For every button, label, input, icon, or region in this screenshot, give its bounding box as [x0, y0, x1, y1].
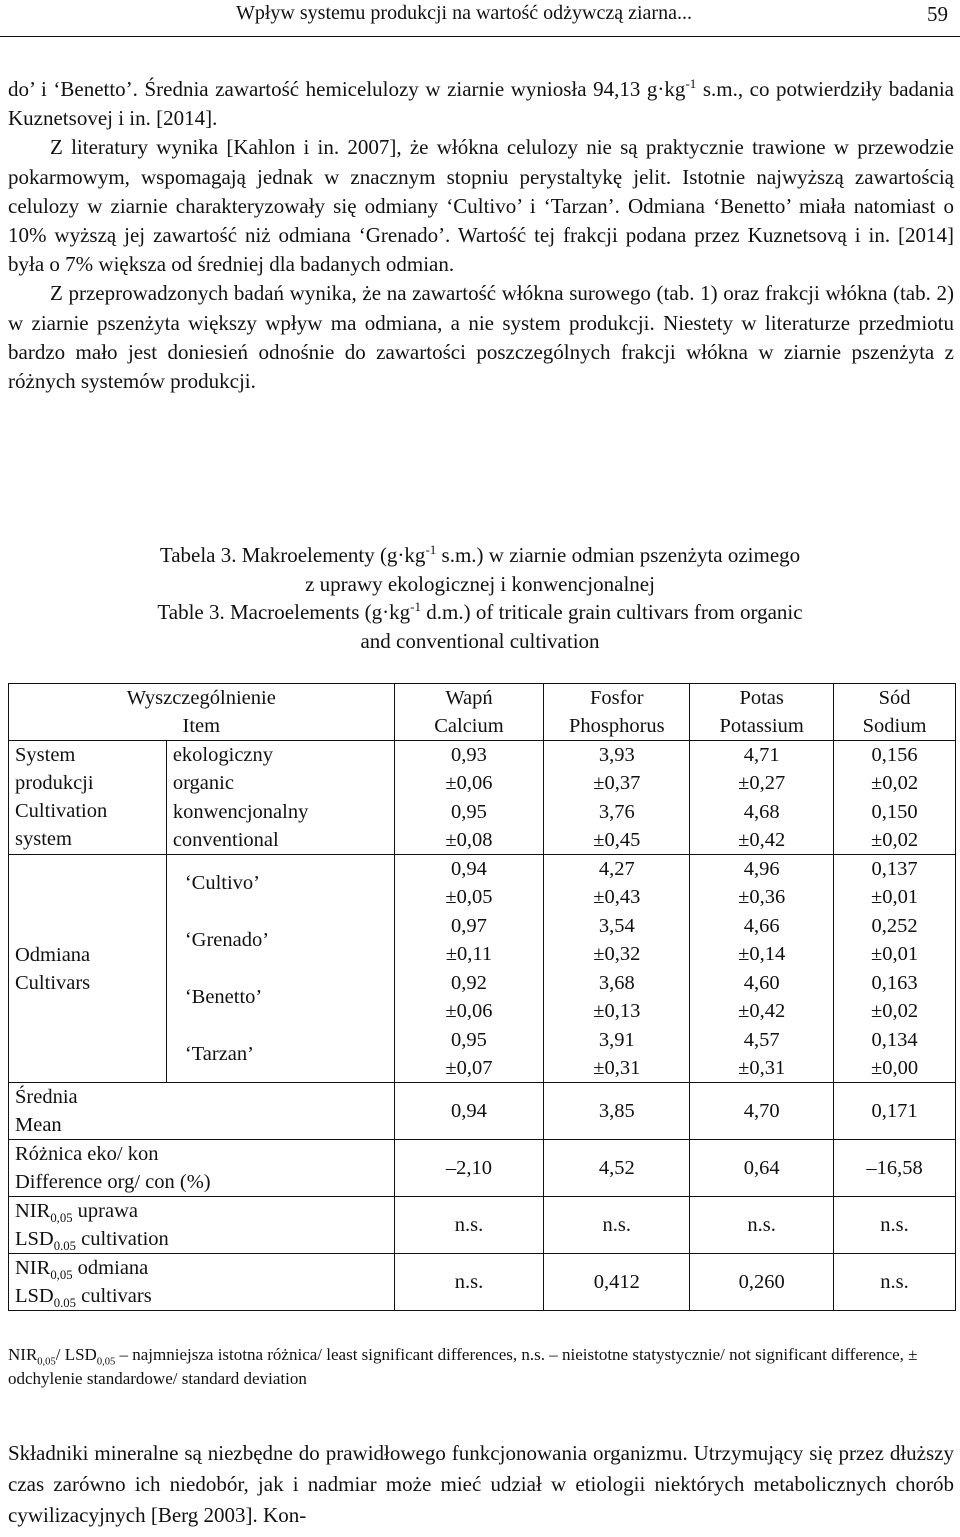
table-cell: 0,92 ±0,06 [394, 969, 544, 1026]
table-cell: 4,52 [544, 1140, 690, 1197]
table-cell: 0,171 [834, 1083, 956, 1140]
header-item: Wyszczególnienie Item [126, 687, 276, 737]
table-cell: 3,91 ±0,31 [544, 1026, 690, 1083]
table-cell: 0,95 ±0,07 [394, 1026, 544, 1083]
caption-pl-line-1: Tabela 3. Makroelementy ($g\cdot kg^{-1}$ s.m.) w ziarnie odmian pszenżyta ozimego [159, 542, 801, 567]
running-header [0, 0, 960, 40]
row-label: ‘Grenado’ [166, 912, 394, 969]
table-cell: n.s. [690, 1197, 834, 1254]
table-cell: n.s. [394, 1197, 544, 1254]
body-text [8, 75, 954, 396]
table-cell: n.s. [834, 1254, 956, 1311]
row-label: konwencjonalny conventional [166, 798, 394, 855]
table-cell: 4,70 [690, 1083, 834, 1140]
header-potassium: Potas Potassium [690, 684, 834, 741]
table-cell: n.s. [394, 1254, 544, 1311]
table-cell: 0,137 ±0,01 [834, 855, 956, 912]
row-label: ‘Benetto’ [166, 969, 394, 1026]
table-cell: 0,156 ±0,02 [834, 741, 956, 798]
paragraph-1-text-a: do’ i ‘Benetto’. Średnia zawartość hemicelulozy w ziarnie wyniosła 94,13 g·kg [8, 77, 686, 101]
paragraph-2: Z literatury wynika [Kahlon i in. 2007], że włókna celulozy nie są praktycznie trawione w przewodzie pokarmowym, wspomagają jednak w znacznym stopniu perystaltykę jelit. Istotnie najwyższą zawartością celulozy w ziarnie charakteryzowały się odmiany ‘Cultivo’ i ‘Tarzan’. Odmiana ‘Benetto’ miała natomiast o 10% wyższą jej zawartość niż odmiana ‘Grenado’. Wartość tej frakcji podana przez Kuznetsovą i in. [2014] była o 7% większa od średniej dla badanych odmian. [8, 135, 954, 277]
row-label: Różnica eko/ kon Difference org/ con (%) [15, 1143, 211, 1193]
table-cell: 0,95 ±0,08 [394, 798, 544, 855]
macroelements-table [8, 683, 956, 1311]
table-cell: n.s. [834, 1197, 956, 1254]
table-cell: 0,252 ±0,01 [834, 912, 956, 969]
paragraph-1-superscript: -1 [685, 76, 697, 91]
table-row [9, 741, 956, 798]
table-cell: 0,94 ±0,05 [394, 855, 544, 912]
cultivar-group-label: Odmiana Cultivars [15, 943, 91, 994]
table-cell: 3,54 ±0,32 [544, 912, 690, 969]
table-cell: 3,76 ±0,45 [544, 798, 690, 855]
table-cell: 0,94 [394, 1083, 544, 1140]
table-cell: –2,10 [394, 1140, 544, 1197]
page-number: 59 [927, 2, 948, 26]
table-cell: 0,64 [690, 1140, 834, 1197]
table-cell: 0,163 ±0,02 [834, 969, 956, 1026]
row-label: $NIR_{0,05}$ uprawa $LSD_{0.05}$ cultivation [15, 1200, 169, 1254]
table-cell: 3,93 ±0,37 [544, 741, 690, 798]
row-label: $NIR_{0,05}$ odmiana $LSD_{0.05}$ cultivars [15, 1257, 152, 1311]
header-calcium: Wapń Calcium [394, 684, 544, 741]
table-cell: 4,66 ±0,14 [690, 912, 834, 969]
table-cell: 0,97 ±0,11 [394, 912, 544, 969]
paragraph-1 [8, 75, 954, 133]
table-caption [0, 541, 960, 655]
header-phosphorus: Fosfor Phosphorus [544, 684, 690, 741]
running-title: Wpływ systemu produkcji na wartość odżywczą ziarna... [236, 2, 692, 24]
row-label: ekologiczny organic [166, 741, 394, 798]
table-cell: 4,57 ±0,31 [690, 1026, 834, 1083]
table-row [9, 1197, 956, 1254]
caption-pl-line-2: z uprawy ekologicznej i konwencjonalnej [305, 571, 655, 596]
table-cell: 3,85 [544, 1083, 690, 1140]
system-group-label: System produkcji Cultivation system [15, 744, 108, 850]
table-cell: 0,134 ±0,00 [834, 1026, 956, 1083]
table-cell: 4,96 ±0,36 [690, 855, 834, 912]
table-cell: 0,150 ±0,02 [834, 798, 956, 855]
table-cell: 3,68 ±0,13 [544, 969, 690, 1026]
paragraph-1-text-b: s.m., co potwierdziły badania Kuznetsovej i in. [2014]. [8, 77, 955, 131]
row-label: ‘Cultivo’ [166, 855, 394, 912]
paragraph-4: Składniki mineralne są niezbędne do prawidłowego funkcjonowania organizmu. Utrzymujący się przez dłuższy czas zarówno ich niedobór, jak i nadmiar może mieć udział w etiologii niektórych metabolicznych chorób cywilizacyjnych [Berg 2003]. Kon- [8, 1441, 954, 1527]
table-row [9, 1140, 956, 1197]
table-cell: –16,58 [834, 1140, 956, 1197]
table-cell: n.s. [544, 1197, 690, 1254]
caption-en-line-1: Table 3. Macroelements ($g\cdot kg^{-1}$ d.m.) of triticale grain cultivars from organic [157, 599, 803, 624]
table-header-row [9, 684, 956, 741]
row-label: ‘Tarzan’ [166, 1026, 394, 1083]
table-cell: 4,71 ±0,27 [690, 741, 834, 798]
table-footnote: $NIR_{0,05}/$ $LSD_{0,05}$ – najmniejsza istotna różnica/ least significant differences, n.s. – nieistotne statystycznie/ not significant difference, ± odchylenie standardowe/ standard deviation [8, 1345, 918, 1388]
table-cell: 4,60 ±0,42 [690, 969, 834, 1026]
header-rule [0, 36, 960, 37]
table-cell: 0,260 [690, 1254, 834, 1311]
caption-en-line-2: and conventional cultivation [360, 628, 600, 653]
row-label: Średnia Mean [15, 1086, 78, 1136]
table-row [9, 1083, 956, 1140]
table-row [9, 1254, 956, 1311]
body-text-continued [8, 1438, 954, 1531]
table-cell: 0,412 [544, 1254, 690, 1311]
header-sodium: Sód Sodium [834, 684, 956, 741]
table-cell: 0,93 ±0,06 [394, 741, 544, 798]
table-cell: 4,27 ±0,43 [544, 855, 690, 912]
table-row [9, 855, 956, 912]
paragraph-3: Z przeprowadzonych badań wynika, że na zawartość włókna surowego (tab. 1) oraz frakcji włókna (tab. 2) w ziarnie pszenżyta większy wpływ ma odmiana, a nie system produkcji. Niestety w literaturze przedmiotu bardzo mało jest doniesień odnośnie do zawartości poszczególnych frakcji włókna w ziarnie pszenżyta z różnych systemów produkcji. [8, 281, 954, 394]
table-cell: 4,68 ±0,42 [690, 798, 834, 855]
